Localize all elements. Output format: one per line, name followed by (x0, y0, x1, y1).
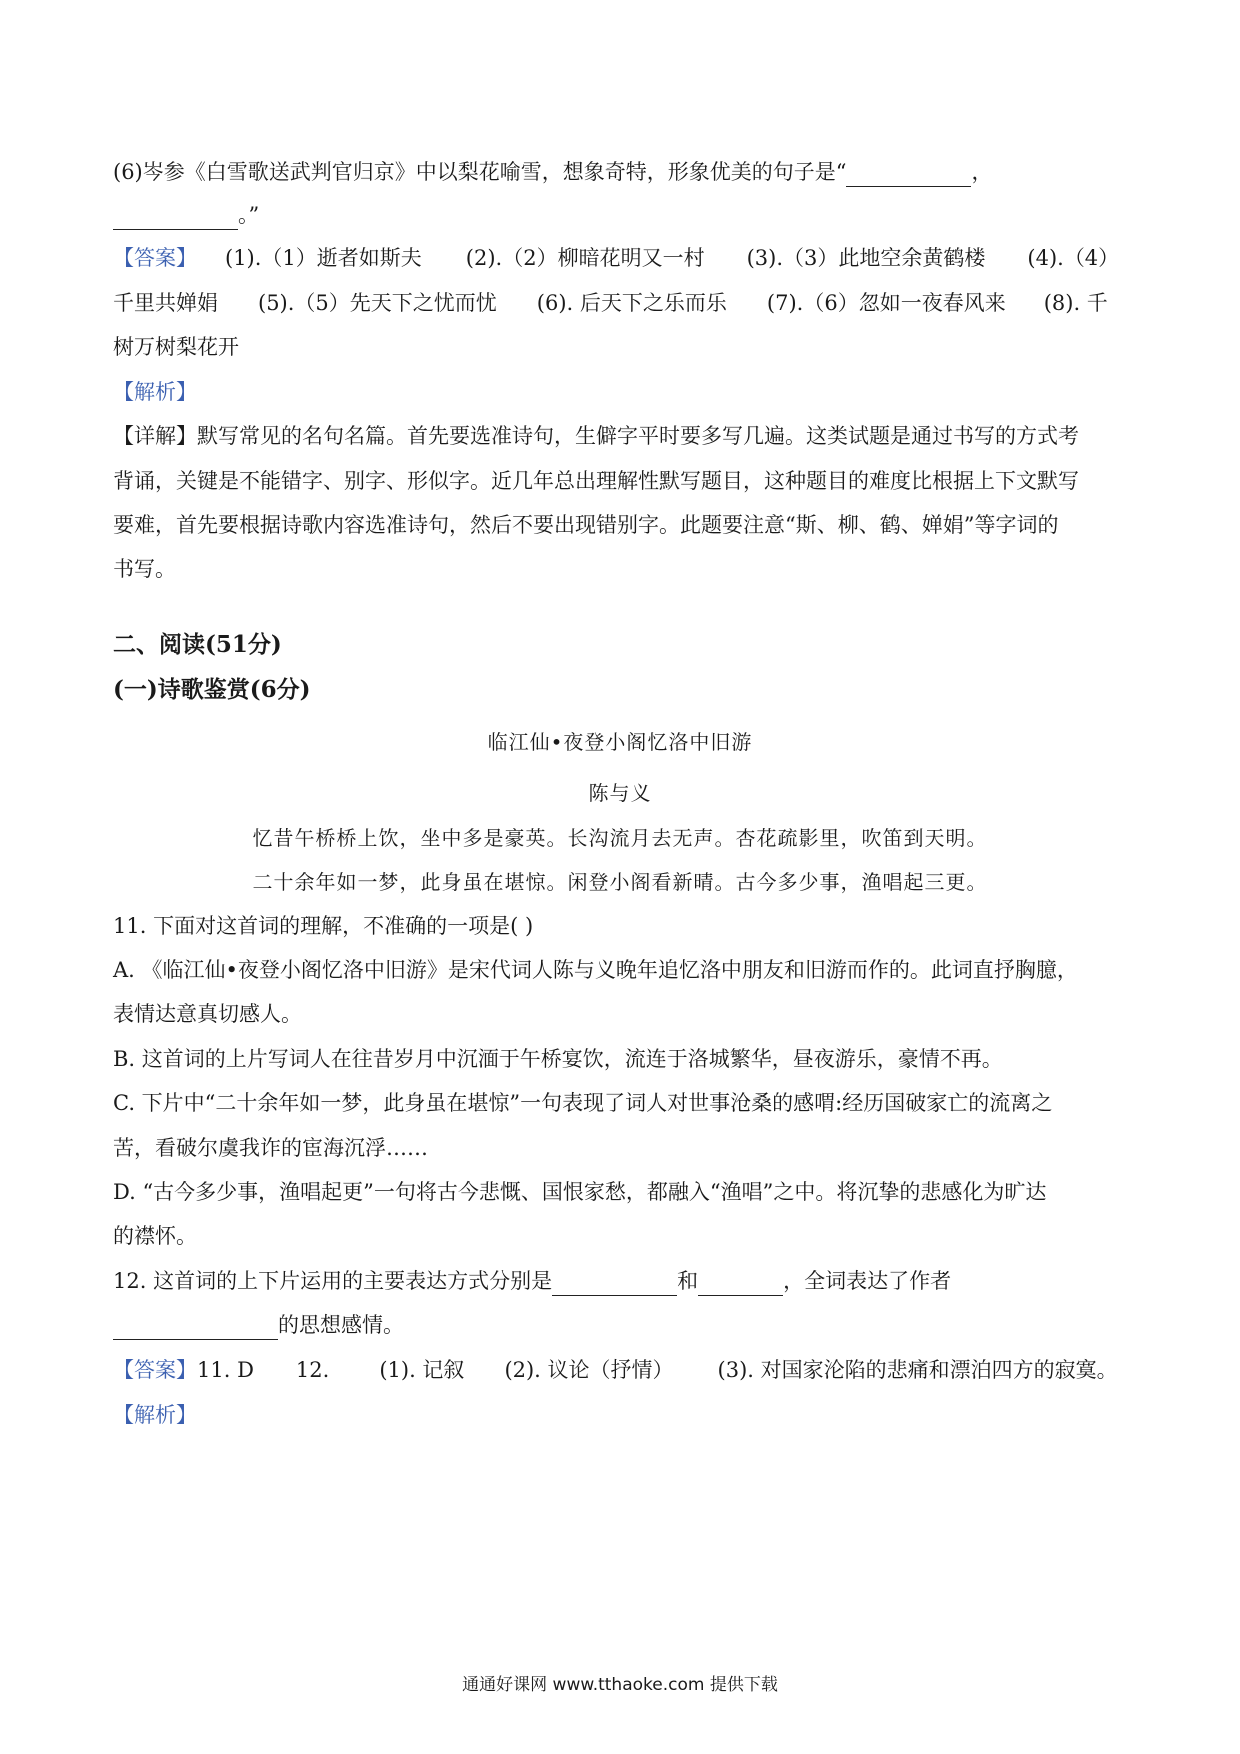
detail-text: 【详解】默写常见的名句名篇。首先要选准诗句，生僻字平时要多写几遍。这类试题是通过书写的方式考 (113, 424, 1079, 448)
question-12-text: ，全词表达了作者 (783, 1269, 952, 1293)
answer-item: (2).（2）柳暗花明又一村 (465, 246, 705, 270)
detail-text: 书写。 (113, 557, 176, 581)
answer-blank (846, 164, 971, 187)
answer-item: (8). 千 (1043, 291, 1108, 315)
question-6-line2 (113, 200, 259, 230)
answer-blank (113, 207, 238, 230)
answer-item: (7).（6）忽如一夜春风来 (766, 291, 1006, 315)
question-11-stem: 11. 下面对这首词的理解，不准确的一项是( ) (113, 914, 534, 938)
answer-line2 (113, 288, 1108, 318)
question-12-line1 (113, 1266, 951, 1296)
answer-item: 千里共婵娟 (113, 291, 218, 315)
answer-item: 12. (295, 1358, 330, 1382)
poem-line: 忆昔午桥桥上饮，坐中多是豪英。长沟流月去无声。杏花疏影里，吹笛到天明。 (252, 826, 988, 850)
section-heading: 二、阅读(51分) (113, 631, 282, 658)
answer-item: (1). 记叙 (379, 1358, 465, 1382)
question-6-text: (6)岑参《白雪歌送武判官归京》中以梨花喻雪，想象奇特，形象优美的句子是“ (113, 160, 847, 184)
poem-author: 陈与义 (588, 781, 652, 805)
question-12-line2 (113, 1310, 404, 1340)
answer-blank (113, 1317, 278, 1340)
question-6-line1 (113, 157, 992, 187)
analysis-line (113, 1400, 197, 1430)
section-subheading: (一)诗歌鉴赏(6分) (113, 676, 311, 703)
answer-line (113, 1355, 1118, 1385)
page-footer: 通通好课网 www.tthaoke.com 提供下载 (462, 1675, 778, 1695)
answer-blank (552, 1273, 677, 1296)
answer-line3 (113, 332, 239, 362)
punctuation: ， (971, 160, 993, 184)
answer-item: (4).（4） (1027, 246, 1120, 270)
option-a-cont: 表情达意真切感人。 (113, 1002, 302, 1026)
analysis-line (113, 377, 197, 407)
answer-blank (698, 1273, 783, 1296)
answer-item: (2). 议论（抒情） (504, 1358, 674, 1382)
answer-tag: 【答案】 (113, 1358, 197, 1382)
answer-tag: 【答案】 (113, 246, 197, 270)
analysis-tag: 【解析】 (113, 380, 197, 404)
poem-line: 二十余年如一梦，此身虽在堪惊。闲登小阁看新晴。古今多少事，渔唱起三更。 (252, 870, 988, 894)
option-a: A. 《临江仙•夜登小阁忆洛中旧游》是宋代词人陈与义晚年追忆洛中朋友和旧游而作的。此词直抒胸臆， (113, 958, 1078, 982)
answer-item: (5).（5）先天下之忧而忧 (258, 291, 497, 315)
option-b: B. 这首词的上片写词人在往昔岁月中沉湎于午桥宴饮，流连于洛城繁华，昼夜游乐，豪情不再。 (113, 1047, 1003, 1071)
question-12-text: 的思想感情。 (278, 1313, 404, 1337)
option-c: C. 下片中“二十余年如一梦，此身虽在堪惊”一句表现了词人对世事沧桑的感喟:经历国破家亡的流离之 (113, 1091, 1053, 1115)
analysis-tag: 【解析】 (113, 1403, 197, 1427)
detail-text: 要难，首先要根据诗歌内容选准诗句，然后不要出现错别字。此题要注意“斯、柳、鹤、婵娟”等字词的 (113, 513, 1059, 537)
answer-line1 (113, 243, 1119, 273)
option-d: D. “古今多少事，渔唱起更”一句将古今悲慨、国恨家愁，都融入“渔唱”之中。将沉挚的悲感化为旷达 (113, 1180, 1047, 1204)
answer-item: 树万树梨花开 (113, 335, 239, 359)
answer-item: (3). 对国家沦陷的悲痛和漂泊四方的寂寞。 (717, 1358, 1118, 1382)
answer-item: (1).（1）逝者如斯夫 (225, 246, 422, 270)
option-d-cont: 的襟怀。 (113, 1224, 197, 1248)
punctuation: 。” (238, 203, 260, 227)
answer-item: (6). 后天下之乐而乐 (536, 291, 727, 315)
option-c-cont: 苦，看破尔虞我诈的宦海沉浮…… (113, 1136, 428, 1160)
question-12-text: 和 (677, 1269, 699, 1293)
detail-text: 背诵，关键是不能错字、别字、形似字。近几年总出理解性默写题目，这种题目的难度比根据上下文默写 (113, 469, 1079, 493)
answer-item: (3).（3）此地空余黄鹤楼 (746, 246, 986, 270)
question-12-text: 12. 这首词的上下片运用的主要表达方式分别是 (113, 1269, 553, 1293)
poem-title: 临江仙•夜登小阁忆洛中旧游 (487, 730, 753, 754)
answer-item: 11. D (197, 1358, 254, 1382)
